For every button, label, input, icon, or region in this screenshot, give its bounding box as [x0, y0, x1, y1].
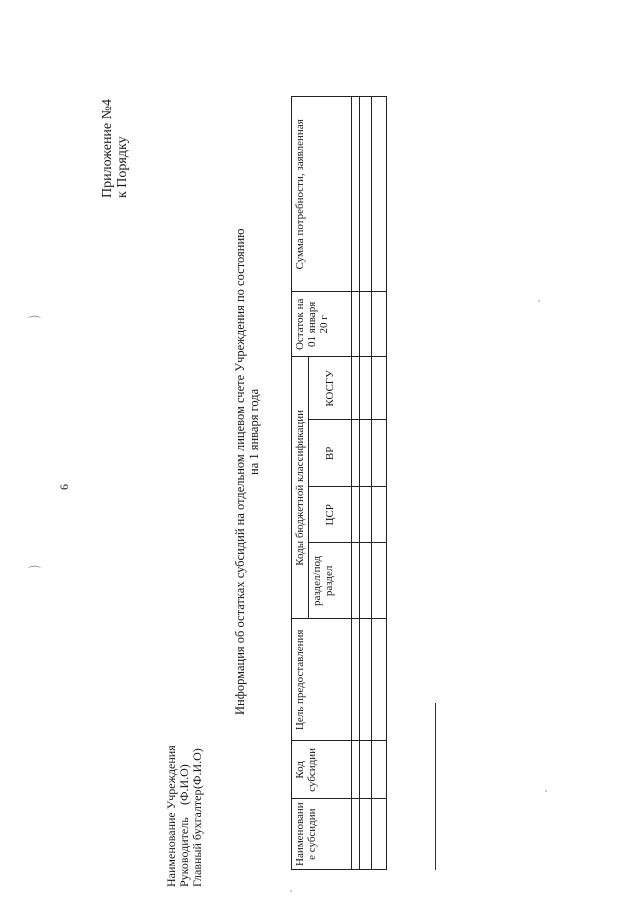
header-section: раздел/под раздел: [309, 543, 352, 619]
header-balance: Остаток на 01 января 20 г: [292, 292, 352, 357]
header-demand: Сумма потребности, заявленная: [292, 97, 352, 292]
accountant-signature-row: [191, 745, 204, 887]
table-row: [360, 97, 372, 870]
table-cell: [372, 97, 387, 292]
scan-mark-bottom: ⌒: [28, 565, 42, 580]
table-cell: [352, 799, 360, 870]
table-cell: [352, 420, 360, 487]
header-csr: ЦСР: [309, 487, 352, 543]
table-cell: [372, 357, 387, 420]
table-row: [372, 97, 387, 870]
table-cell: [360, 741, 372, 799]
appendix-caption: [100, 99, 130, 198]
head-label: Руководитель: [177, 817, 191, 887]
subsidy-balance-table: [291, 96, 387, 870]
scan-mark-top: ⌒: [28, 315, 42, 330]
table-cell: [352, 357, 360, 420]
page-number: 6: [57, 484, 71, 490]
table-cell: [372, 543, 387, 619]
report-title: [233, 229, 261, 716]
head-name-placeholder: (Ф.И.О): [177, 764, 191, 805]
header-kosgu: КОСГУ: [309, 357, 352, 420]
institution-name: Наименование Учреждения: [164, 745, 178, 887]
report-title-line-1: Информация об остатках субсидий на отдельном лицевом счете Учреждения по состоянию: [233, 228, 247, 715]
appendix-line-2: к Порядку: [115, 136, 130, 198]
table-cell: [352, 97, 360, 292]
report-title-line-2: на 1 января года: [247, 388, 261, 475]
table-cell: [352, 741, 360, 799]
table-row: [352, 97, 360, 870]
accountant-name-placeholder: (Ф.И.О): [190, 748, 204, 789]
table-cell: [372, 799, 387, 870]
table-cell: [372, 420, 387, 487]
table-cell: [352, 619, 360, 741]
signature-line: [435, 703, 436, 870]
table-cell: [372, 741, 387, 799]
header-subsidy-name: Наименовани е субсидии: [292, 799, 352, 870]
table-cell: [360, 799, 372, 870]
table-cell: [352, 487, 360, 543]
header-subsidy-code: Код субсидии: [292, 741, 352, 799]
table-cell: [372, 619, 387, 741]
table-cell: [360, 292, 372, 357]
table-cell: [360, 420, 372, 487]
table-cell: [372, 487, 387, 543]
table-cell: [360, 357, 372, 420]
header-purpose: Цель предоставления: [292, 619, 352, 741]
table-cell: [352, 292, 360, 357]
requisites-block: [165, 745, 204, 887]
table-cell: [360, 619, 372, 741]
table-cell: [372, 292, 387, 357]
table-header-row-1: [292, 97, 309, 870]
table-cell: [360, 543, 372, 619]
appendix-line-1: Приложение №4: [100, 99, 115, 198]
accountant-label: Главный бухгалтер: [190, 789, 204, 887]
table-cell: [352, 543, 360, 619]
table-cell: [360, 97, 372, 292]
header-vr: ВР: [309, 420, 352, 487]
table-cell: [360, 487, 372, 543]
header-budget-codes: Коды бюджетной классификации: [292, 357, 309, 619]
